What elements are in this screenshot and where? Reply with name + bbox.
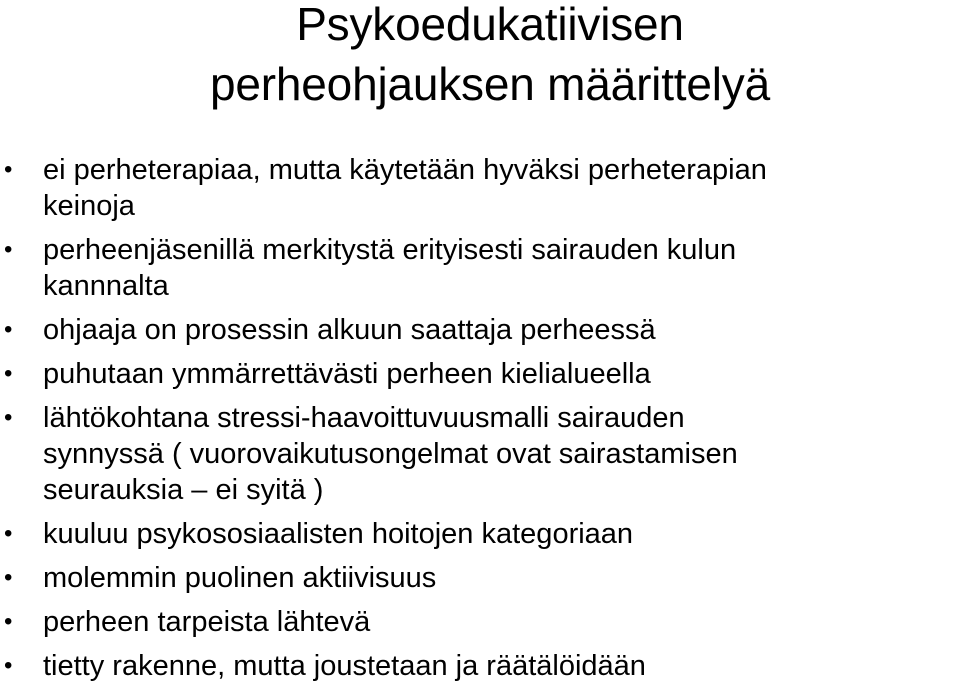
bullet-line: molemmin puolinen aktiivisuus [43, 562, 437, 594]
title-line: perheohjauksen määrittelyä [210, 58, 770, 110]
bullet-line: ohjaaja on prosessin alkuun saattaja perheessä [43, 314, 656, 346]
bullet-line: perheenjäsenillä merkitystä erityisesti sairauden kulun [43, 234, 737, 266]
bullet-item [0, 604, 960, 640]
bullet-line: ei perheterapiaa, mutta käytetään hyväksi perheterapian [43, 154, 767, 186]
bullet-icon: • [4, 652, 13, 679]
bullet-list [0, 152, 960, 692]
bullet-icon: • [4, 564, 13, 591]
bullet-item [0, 560, 960, 596]
title-line: Psykoedukatiivisen [296, 0, 684, 50]
bullet-line: keinoja [43, 190, 135, 222]
bullet-item [0, 232, 960, 304]
bullet-item [0, 400, 960, 508]
bullet-line: perheen tarpeista lähtevä [43, 606, 371, 638]
bullet-line: tietty rakenne, mutta joustetaan ja räätälöidään [43, 650, 646, 682]
bullet-icon: • [4, 156, 13, 183]
bullet-icon: • [4, 360, 13, 387]
bullet-line: synnyssä ( vuorovaikutusongelmat ovat sairastamisen [43, 438, 738, 470]
bullet-item [0, 516, 960, 552]
bullet-item [0, 356, 960, 392]
bullet-icon: • [4, 316, 13, 343]
bullet-icon: • [4, 520, 13, 547]
bullet-line: seurauksia – ei syitä ) [43, 474, 324, 506]
bullet-item [0, 312, 960, 348]
bullet-icon: • [4, 608, 13, 635]
bullet-icon: • [4, 404, 13, 431]
bullet-item [0, 648, 960, 684]
bullet-line: lähtökohtana stressi-haavoittuvuusmalli sairauden [43, 402, 685, 434]
bullet-icon: • [4, 236, 13, 263]
bullet-item [0, 152, 960, 224]
bullet-line: kannnalta [43, 270, 169, 302]
bullet-line: kuuluu psykososiaalisten hoitojen kategoriaan [43, 518, 634, 550]
slide-title [60, 0, 920, 114]
bullet-line: puhutaan ymmärrettävästi perheen kielialueella [43, 358, 651, 390]
